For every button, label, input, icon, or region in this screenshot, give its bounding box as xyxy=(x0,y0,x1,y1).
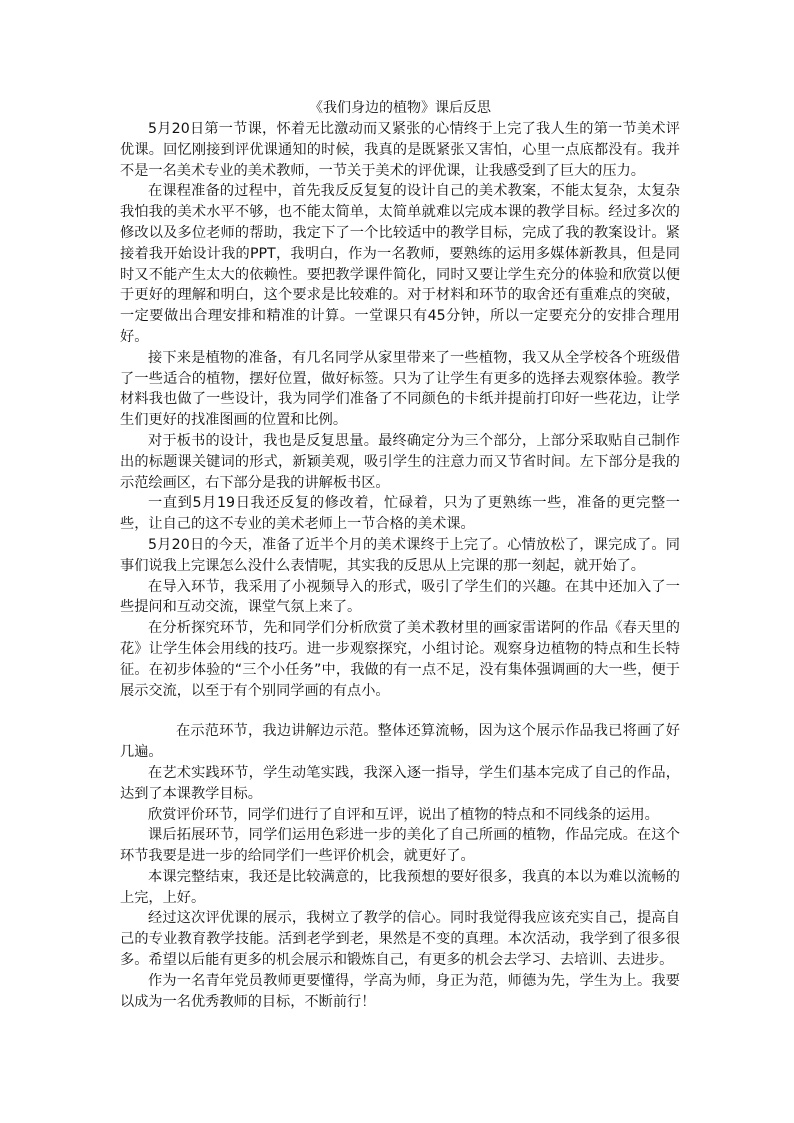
paragraph-blackboard: 对于板书的设计，我也是反复思量。最终确定分为三个部分，上部分采取贴自己制作出的标题课关键词的形式，新颖美观，吸引学生的注意力而又节省时间。左下部分是我的示范绘画区，右下部分是我的讲解板书区。 xyxy=(120,432,680,491)
paragraph-preparation: 在课程准备的过程中，首先我反反复复的设计自己的美术教案，不能太复杂，太复杂我怕我的美术水平不够，也不能太简单，太简单就难以完成本课的教学目标。经过多次的修改以及多位老师的帮助，我定下了一个比较适中的教学目标，完成了我的教案设计。紧接着我开始设计我的PPT，我明白，作为一名教师，要熟练的运用多媒体新教具，但是同时又不能产生太大的依赖性。要把教学课件简化，同时又要让学生充分的体验和欣赏以便于更好的理解和明白，这个要求是比较难的。对于材料和环节的取舍还有重难点的突破，一定要做出合理安排和精准的计算。一堂课只有45分钟，所以一定要充分的安排合理用好。 xyxy=(120,183,680,345)
paragraph-closing: 作为一名青年党员教师更要懂得，学高为师，身正为范，师德为先，学生为上。我要以成为一名优秀教师的目标，不断前行！ xyxy=(120,972,680,1010)
paragraph-revision: 一直到5月19日我还反复的修改着，忙碌着，只为了更熟练一些，准备的更完整一些，让自己的这不专业的美术老师上一节合格的美术课。 xyxy=(120,495,680,533)
paragraph-introduction-stage: 在导入环节，我采用了小视频导入的形式，吸引了学生们的兴趣。在其中还加入了一些提问和互动交流，课堂气氛上来了。 xyxy=(120,578,680,616)
paragraph-reflection: 经过这次评优课的展示，我树立了教学的信心。同时我觉得我应该充实自己，提高自己的专业教育教学技能。活到老学到老，果然是不变的真理。本次活动，我学到了很多很多。希望以后能有更多的机会展示和锻炼自己，有更多的机会去学习、去培训、去进步。 xyxy=(120,910,680,969)
paragraph-class-day: 5月20日的今天，准备了近半个月的美术课终于上完了。心情放松了，课完成了。同事们说我上完课怎么没什么表情呢，其实我的反思从上完课的那一刻起，就开始了。 xyxy=(120,536,680,574)
document-title: 《我们身边的植物》课后反思 xyxy=(309,100,491,116)
paragraph-analysis-stage: 在分析探究环节，先和同学们分析欣赏了美术教材里的画家雷诺阿的作品《春天里的花》让学生体会用线的技巧。进一步观察探究，小组讨论。观察身边植物的特点和生长特征。在初步体验的“三个小任务”中，我做的有一点不足，没有集体强调画的大一些，便于展示交流，以至于有个别同学画的有点小。 xyxy=(120,620,680,699)
paragraph-evaluation-stage: 欣赏评价环节，同学们进行了自评和互评，说出了植物的特点和不同线条的运用。 xyxy=(148,806,659,823)
paragraph-demonstration-stage: 在示范环节，我边讲解边示范。整体还算流畅，因为这个展示作品我已将画了好几遍。 xyxy=(120,723,680,761)
document-page xyxy=(120,98,680,1012)
paragraph-conclusion: 本课完整结束，我还是比较满意的，比我预想的要好很多，我真的本以为难以流畅的上完，上好。 xyxy=(120,868,680,906)
paragraph-intro: 5月20日第一节课，怀着无比激动而又紧张的心情终于上完了我人生的第一节美术评优课。回忆刚接到评优课通知的时候，我真的是既紧张又害怕，心里一点底都没有。我并不是一名美术专业的美术教师，一节关于美术的评优课，让我感受到了巨大的压力。 xyxy=(120,121,680,179)
paragraph-extension-stage: 课后拓展环节，同学们运用色彩进一步的美化了自己所画的植物，作品完成。在这个环节我要是进一步的给同学们一些评价机会，就更好了。 xyxy=(120,827,680,865)
paragraph-practice-stage: 在艺术实践环节，学生动笔实践，我深入逐一指导，学生们基本完成了自己的作品，达到了本课教学目标。 xyxy=(120,764,680,802)
paragraph-plants: 接下来是植物的准备，有几名同学从家里带来了一些植物，我又从全学校各个班级借了一些适合的植物，摆好位置，做好标签。只为了让学生有更多的选择去观察体验。教学材料我也做了一些设计，我为同学们准备了不同颜色的卡纸并提前打印好一些花边，让学生们更好的找准图画的位置和比例。 xyxy=(120,349,680,429)
